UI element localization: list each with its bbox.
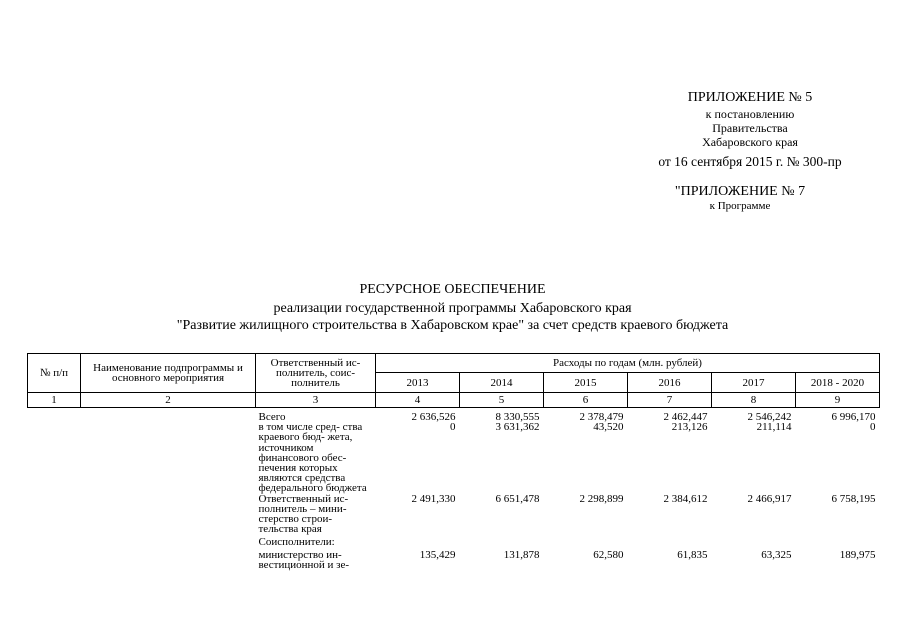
table-row <box>28 422 880 493</box>
column-number: 7 <box>628 393 712 408</box>
cell-value: 2 384,612 <box>663 492 708 505</box>
appendix-5-block <box>600 89 900 170</box>
header-expenses: Расходы по годам (млн. рублей) <box>376 354 880 373</box>
cell-value: 6 996,170 <box>831 411 876 423</box>
cell-value: 189,975 <box>839 548 876 561</box>
cell-value: 2 636,526 <box>411 411 456 423</box>
cell-value: 2 378,479 <box>579 411 624 423</box>
heading-title: РЕСУРСНОЕ ОБЕСПЕЧЕНИЕ <box>359 282 546 297</box>
appendix-7-block <box>620 184 860 212</box>
cell-value: 61,835 <box>677 548 708 561</box>
year-header: 2015 <box>544 373 628 393</box>
cell-value: 6 651,478 <box>495 492 540 505</box>
cell-value: 63,325 <box>761 548 792 561</box>
heading-line2: "Развитие жилищного строительства в Хабаровском крае" за счет средств краевого бюджета <box>176 318 729 333</box>
appendix-5-line1: к постановлению <box>705 107 795 121</box>
appendix-5-line2: Правительства <box>712 121 788 135</box>
column-number: 5 <box>460 393 544 408</box>
cell-value: 43,520 <box>593 421 624 434</box>
cell-value: 2 466,917 <box>747 492 792 505</box>
cell-value: 2 491,330 <box>411 492 456 505</box>
resource-table <box>27 353 880 570</box>
cell-value: 2 298,899 <box>579 492 624 505</box>
column-number: 8 <box>712 393 796 408</box>
cell-value: 2 546,242 <box>747 411 792 423</box>
column-number: 6 <box>544 393 628 408</box>
cell-value: 62,580 <box>593 548 624 561</box>
row-label: Соисполнители: <box>258 536 335 549</box>
year-header: 2017 <box>712 373 796 393</box>
year-header: 2016 <box>628 373 712 393</box>
table-row <box>28 534 880 547</box>
table-row <box>28 494 880 535</box>
column-number: 9 <box>796 393 880 408</box>
cell-value: 131,878 <box>503 548 540 561</box>
row-label: в том числе сред- ства краевого бюд- жета, источником финансового обес- печения которых являются средства федерального бюджета <box>258 421 367 495</box>
appendix-5-date: от 16 сентября 2015 г. № 300-пр <box>658 154 842 169</box>
table-row <box>28 548 880 570</box>
header-num: № п/п <box>28 354 81 393</box>
cell-value: 0 <box>450 421 456 434</box>
year-header: 2014 <box>460 373 544 393</box>
document-heading <box>90 282 815 332</box>
header-name: Наименование подпрограммы и основного мероприятия <box>81 354 256 393</box>
column-number: 4 <box>376 393 460 408</box>
appendix-7-title: "ПРИЛОЖЕНИЕ № 7 <box>674 184 806 199</box>
cell-value: 213,126 <box>671 421 708 434</box>
appendix-5-title: ПРИЛОЖЕНИЕ № 5 <box>687 90 813 105</box>
year-header: 2018 - 2020 <box>796 373 880 393</box>
column-number: 2 <box>81 393 256 408</box>
appendix-5-line3: Хабаровского края <box>702 135 798 149</box>
cell-value: 8 330,555 <box>495 411 540 423</box>
row-label: Всего <box>258 411 286 423</box>
cell-value: 0 <box>870 421 876 434</box>
column-number: 1 <box>28 393 81 408</box>
cell-value: 135,429 <box>419 548 456 561</box>
appendix-7-subtitle: к Программе <box>709 200 771 212</box>
cell-value: 3 631,362 <box>495 421 540 434</box>
cell-value: 211,114 <box>756 421 792 434</box>
row-label: министерство ин- вестиционной и зе- <box>258 548 350 571</box>
year-header: 2013 <box>376 373 460 393</box>
row-label: Ответственный ис- полнитель – мини- стерство строи- тельства края <box>258 492 349 536</box>
cell-value: 2 462,447 <box>663 411 708 423</box>
heading-line1: реализации государственной программы Хабаровского края <box>273 301 632 316</box>
column-number: 3 <box>256 393 376 408</box>
cell-value: 6 758,195 <box>831 492 876 505</box>
header-executor: Ответственный ис- полнитель, соис- полнитель <box>256 354 376 393</box>
